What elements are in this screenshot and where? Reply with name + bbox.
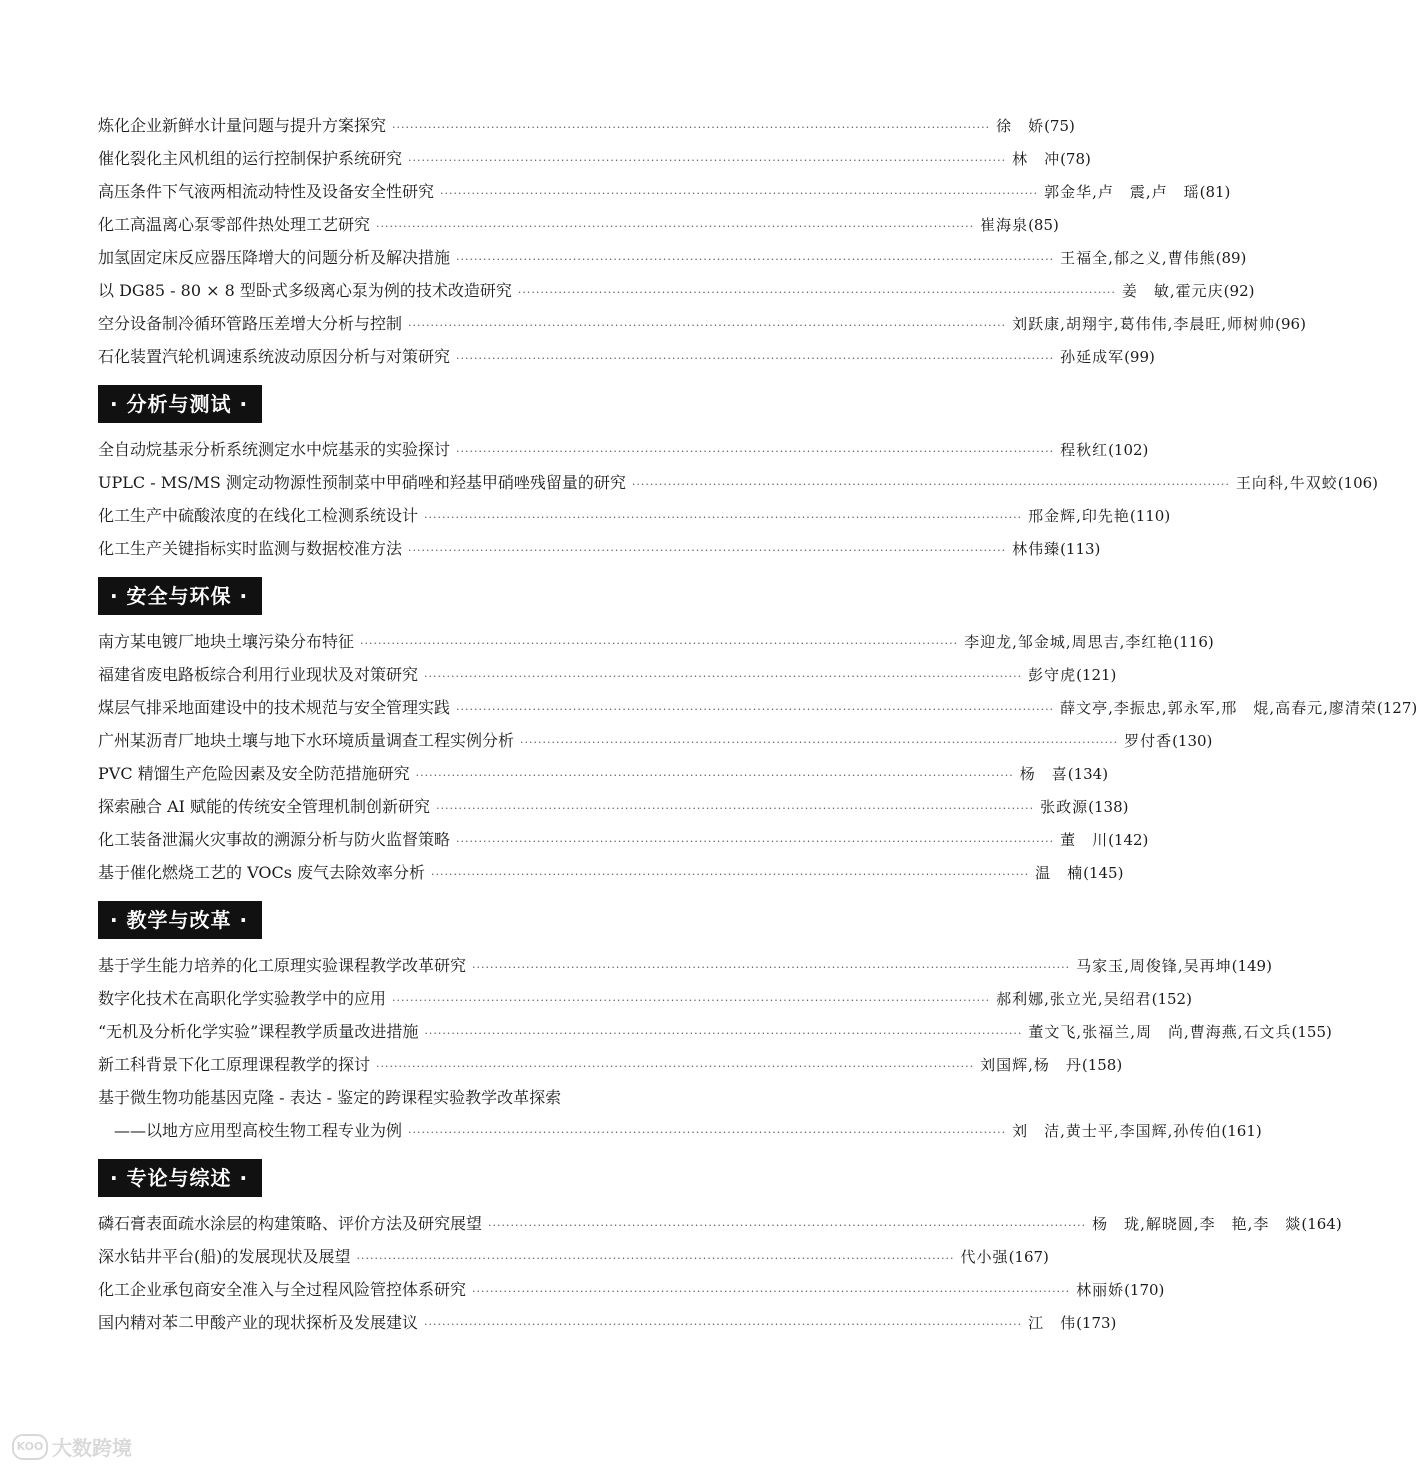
entry-title: 基于催化燃烧工艺的 VOCs 废气去除效率分析 — [98, 863, 426, 882]
dot-leader: ····································································································································· — [488, 1219, 1087, 1232]
entry-title: 探索融合 AI 赋能的传统安全管理机制创新研究 — [98, 797, 431, 816]
toc-entry[interactable] — [98, 1240, 1049, 1273]
toc-entry[interactable] — [98, 241, 1247, 274]
entry-page-number: (92) — [1223, 282, 1255, 300]
toc-entry[interactable] — [98, 949, 1272, 982]
entry-page-number: (134) — [1067, 765, 1109, 783]
entry-page-number: (99) — [1124, 348, 1155, 366]
toc-entry[interactable] — [98, 340, 1155, 373]
toc-entry[interactable] — [98, 274, 1255, 307]
entry-page-number: (81) — [1199, 183, 1231, 201]
entry-title: 新工科背景下化工原理课程教学的探讨 — [98, 1055, 371, 1074]
toc-entry[interactable] — [98, 142, 1091, 175]
entry-title: 基于微生物功能基因克隆 - 表达 - 鉴定的跨课程实验教学改革探索 — [98, 1088, 562, 1107]
entry-authors: 林丽娇 — [1076, 1281, 1125, 1299]
toc-entry[interactable] — [98, 1114, 1262, 1147]
section-header: · 教学与改革 · — [98, 901, 262, 939]
entry-authors: 李迎龙,邹金城,周思吉,李红艳 — [964, 633, 1174, 651]
entry-authors: 代小强 — [960, 1248, 1009, 1266]
entry-title: 化工高温离心泵零部件热处理工艺研究 — [98, 215, 371, 234]
entry-title: 南方某电镀厂地块土壤污染分布特征 — [98, 632, 355, 651]
dot-leader: ····································································································································· — [376, 220, 975, 233]
toc-entry[interactable] — [98, 499, 1171, 532]
dot-leader: ····································································································································· — [356, 1252, 955, 1265]
entry-title: 化工生产关键指标实时监测与数据校准方法 — [98, 539, 403, 558]
dot-leader: ····································································································································· — [424, 511, 1023, 524]
dot-leader: ····································································································································· — [408, 544, 1007, 557]
entry-page-number: (138) — [1088, 798, 1129, 816]
entry-authors: 江 伟 — [1028, 1314, 1077, 1332]
entry-title: 高压条件下气液两相流动特性及设备安全性研究 — [98, 182, 435, 201]
toc-entry[interactable] — [98, 724, 1213, 757]
toc-entry[interactable] — [98, 433, 1149, 466]
entry-page-number: (116) — [1173, 633, 1214, 651]
entry-authors: 董文飞,张福兰,周 尚,曹海燕,石文兵 — [1028, 1023, 1292, 1041]
entry-page-number: (78) — [1060, 150, 1091, 168]
entry-authors: 罗付香 — [1124, 732, 1173, 750]
entry-page-number: (145) — [1083, 864, 1124, 882]
dot-leader: ····································································································································· — [408, 1126, 1007, 1139]
entry-page-number: (127) — [1376, 699, 1417, 717]
entry-title: 化工生产中硫酸浓度的在线化工检测系统设计 — [98, 506, 419, 525]
dot-leader: ····································································································································· — [424, 1318, 1023, 1331]
toc-entry[interactable] — [98, 208, 1059, 241]
watermark-text: 大数跨境 — [52, 1436, 132, 1460]
section-header-row — [98, 901, 982, 939]
toc-entry[interactable] — [98, 823, 1149, 856]
entry-page-number: (164) — [1301, 1215, 1342, 1233]
entry-authors: 马家玉,周俊锋,吴再坤 — [1076, 957, 1232, 975]
toc-entry[interactable] — [98, 1273, 1165, 1306]
entry-page-number: (110) — [1129, 507, 1171, 525]
dot-leader: ····································································································································· — [456, 352, 1055, 365]
section-header-row — [98, 577, 982, 615]
entry-title: “无机及分析化学实验”课程教学质量改进措施 — [98, 1022, 419, 1041]
entry-title: 基于学生能力培养的化工原理实验课程教学改革研究 — [98, 956, 467, 975]
dot-leader: ····································································································································· — [408, 154, 1007, 167]
entry-title: 磷石膏表面疏水涂层的构建策略、评价方法及研究展望 — [98, 1214, 483, 1233]
entry-title: UPLC - MS/MS 测定动物源性预制菜中甲硝唑和羟基甲硝唑残留量的研究 — [98, 473, 626, 492]
dot-leader: ····································································································································· — [376, 1060, 975, 1073]
toc-entry[interactable] — [98, 307, 1306, 340]
entry-page-number: (161) — [1221, 1122, 1262, 1140]
entry-page-number: (155) — [1291, 1023, 1332, 1041]
toc-entry[interactable] — [98, 790, 1129, 823]
dot-leader: ····································································································································· — [415, 769, 1014, 782]
toc-entry[interactable] — [98, 1048, 1123, 1081]
entry-authors: 郝利娜,张立光,吴绍君 — [996, 990, 1152, 1008]
section-header: · 分析与测试 · — [98, 385, 262, 423]
entry-page-number: (96) — [1275, 315, 1306, 333]
entry-authors: 姜 敏,霍元庆 — [1121, 282, 1224, 300]
entry-page-number: (130) — [1172, 732, 1213, 750]
toc-entry[interactable] — [98, 109, 1075, 142]
entry-title: 数字化技术在高职化学实验教学中的应用 — [98, 989, 387, 1008]
entry-authors: 杨 喜 — [1019, 765, 1068, 783]
dot-leader: ····································································································································· — [472, 961, 1071, 974]
dot-leader: ····································································································································· — [631, 478, 1230, 491]
entry-title: 炼化企业新鲜水计量问题与提升方案探究 — [98, 116, 387, 135]
entry-authors: 王向科,牛双蛟 — [1235, 474, 1338, 492]
dot-leader: ····································································································································· — [456, 835, 1055, 848]
dot-leader: ····································································································································· — [431, 868, 1030, 881]
entry-title: 深水钻井平台(船)的发展现状及展望 — [98, 1247, 351, 1266]
section-header: · 安全与环保 · — [98, 577, 262, 615]
dot-leader: ····································································································································· — [440, 187, 1039, 200]
entry-page-number: (121) — [1076, 666, 1117, 684]
toc-entry[interactable] — [98, 175, 1231, 208]
watermark-logo-icon: KOO — [12, 1434, 48, 1460]
entry-page-number: (75) — [1044, 117, 1075, 135]
dot-leader: ····································································································································· — [520, 736, 1119, 749]
watermark — [12, 1432, 132, 1461]
dot-leader: ····································································································································· — [436, 802, 1035, 815]
toc-entry[interactable] — [98, 1207, 1342, 1240]
entry-authors: 张政源 — [1040, 798, 1089, 816]
entry-title: 全自动烷基汞分析系统测定水中烷基汞的实验探讨 — [98, 440, 451, 459]
entry-title: ——以地方应用型高校生物工程专业为例 — [114, 1121, 403, 1140]
entry-page-number: (173) — [1076, 1314, 1117, 1332]
entry-authors: 刘 洁,黄士平,李国辉,孙传伯 — [1012, 1122, 1222, 1140]
entry-authors: 林 冲 — [1012, 150, 1061, 168]
entry-title: 广州某沥青厂地块土壤与地下水环境质量调查工程实例分析 — [98, 731, 515, 750]
entry-page-number: (167) — [1008, 1248, 1049, 1266]
entry-authors: 彭守虎 — [1028, 666, 1077, 684]
entry-authors: 崔海泉 — [980, 216, 1029, 234]
toc-entry[interactable] — [98, 982, 1192, 1015]
entry-authors: 王福全,郁之义,曹伟熊 — [1060, 249, 1216, 267]
entry-authors: 刘跃康,胡翔宇,葛伟伟,李晨旺,师树帅 — [1012, 315, 1276, 333]
section-header-row — [98, 385, 982, 423]
entry-title: 加氢固定床反应器压降增大的问题分析及解决措施 — [98, 248, 451, 267]
entry-page-number: (152) — [1151, 990, 1192, 1008]
dot-leader: ····································································································································· — [424, 1027, 1023, 1040]
entry-title: 空分设备制冷循环管路压差增大分析与控制 — [98, 314, 403, 333]
entry-authors: 邢金辉,印先艳 — [1028, 507, 1130, 525]
toc-entry[interactable] — [98, 658, 1117, 691]
dot-leader: ····································································································································· — [408, 319, 1007, 332]
entry-title: 以 DG85 - 80 × 8 型卧式多级离心泵为例的技术改造研究 — [98, 281, 512, 300]
entry-authors: 薛文亭,李振忠,郭永军,邢 焜,高春元,廖清荣 — [1060, 699, 1377, 717]
dot-leader: ····································································································································· — [424, 670, 1023, 683]
entry-page-number: (170) — [1124, 1281, 1165, 1299]
entry-title: 国内精对苯二甲酸产业的现状探析及发展建议 — [98, 1313, 419, 1332]
entry-page-number: (158) — [1081, 1056, 1123, 1074]
entry-page-number: (102) — [1108, 441, 1149, 459]
entry-page-number: (89) — [1215, 249, 1247, 267]
entry-authors: 程秋红 — [1060, 441, 1109, 459]
toc-entry[interactable] — [98, 1081, 982, 1114]
entry-title: PVC 精馏生产危险因素及安全防范措施研究 — [98, 764, 410, 783]
entry-page-number: (113) — [1060, 540, 1101, 558]
dot-leader: ····································································································································· — [360, 637, 959, 650]
entry-title: 化工装备泄漏火灾事故的溯源分析与防火监督策略 — [98, 830, 451, 849]
section-header-row — [98, 1159, 982, 1197]
entry-title: 化工企业承包商安全准入与全过程风险管控体系研究 — [98, 1280, 467, 1299]
toc-entry[interactable] — [98, 532, 1101, 565]
entry-authors: 林伟臻 — [1012, 540, 1061, 558]
entry-page-number: (142) — [1108, 831, 1149, 849]
toc-entry[interactable] — [98, 1306, 1117, 1339]
table-of-contents — [98, 109, 1417, 1339]
dot-leader: ····································································································································· — [456, 445, 1055, 458]
dot-leader: ····································································································································· — [392, 994, 991, 1007]
toc-entry[interactable] — [98, 625, 1214, 658]
entry-authors: 郭金华,卢 震,卢 瑶 — [1044, 183, 1200, 201]
entry-authors: 董 川 — [1060, 831, 1109, 849]
entry-page-number: (85) — [1028, 216, 1059, 234]
entry-page-number: (149) — [1231, 957, 1272, 975]
toc-entry[interactable] — [98, 466, 1379, 499]
entry-authors: 孙延成军 — [1060, 348, 1125, 366]
entry-authors: 杨 珑,解晓圆,李 艳,李 燚 — [1092, 1215, 1302, 1233]
section-header: · 专论与综述 · — [98, 1159, 262, 1197]
entry-authors: 徐 娇 — [996, 117, 1045, 135]
toc-entry[interactable] — [98, 1015, 1332, 1048]
toc-entry[interactable] — [98, 691, 1417, 724]
entry-title: 石化装置汽轮机调速系统波动原因分析与对策研究 — [98, 347, 451, 366]
dot-leader: ····································································································································· — [472, 1285, 1071, 1298]
dot-leader: ····································································································································· — [392, 121, 991, 134]
toc-entry[interactable] — [98, 757, 1109, 790]
entry-page-number: (106) — [1337, 474, 1379, 492]
dot-leader: ····································································································································· — [456, 703, 1055, 716]
entry-authors: 温 楠 — [1035, 864, 1084, 882]
entry-title: 催化裂化主风机组的运行控制保护系统研究 — [98, 149, 403, 168]
entry-title: 煤层气排采地面建设中的技术规范与安全管理实践 — [98, 698, 451, 717]
entry-authors: 刘国辉,杨 丹 — [980, 1056, 1082, 1074]
dot-leader: ····································································································································· — [517, 286, 1116, 299]
entry-title: 福建省废电路板综合利用行业现状及对策研究 — [98, 665, 419, 684]
dot-leader: ····································································································································· — [456, 253, 1055, 266]
toc-entry[interactable] — [98, 856, 1124, 889]
